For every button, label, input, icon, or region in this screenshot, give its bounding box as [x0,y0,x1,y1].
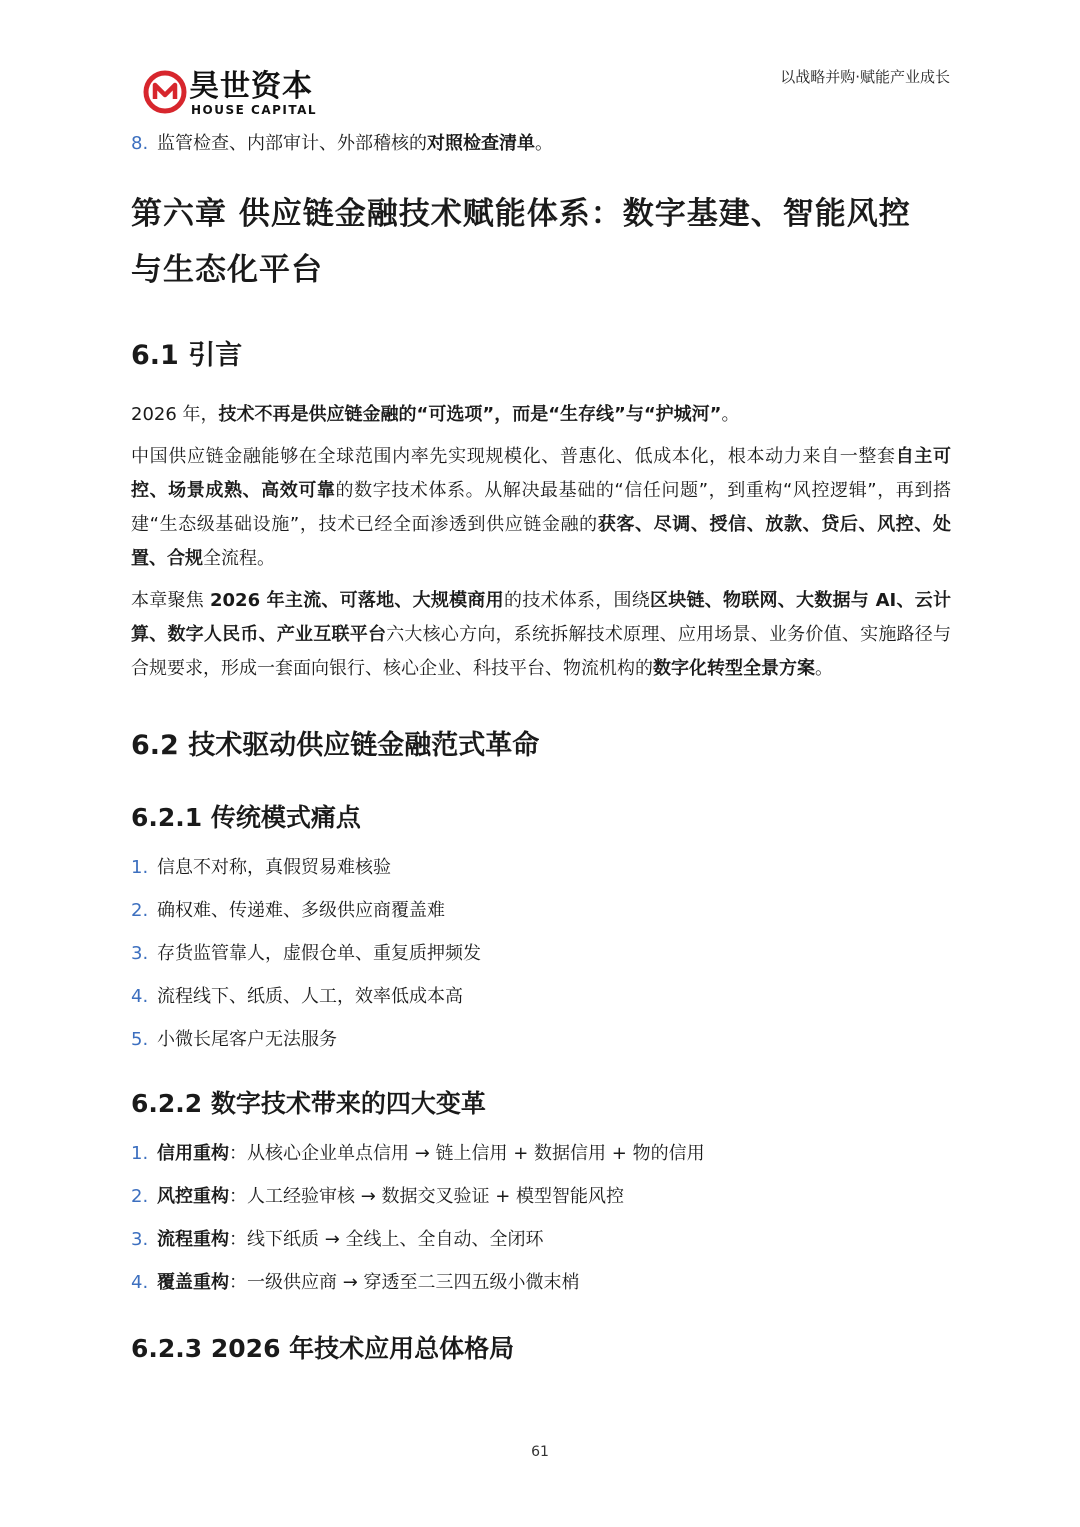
list-number: 3. [131,1229,149,1250]
list-number: 8. [131,133,149,154]
logo-mark-icon [143,70,187,114]
list-number: 2. [131,900,149,921]
list-number: 1. [131,1143,149,1164]
list-text: 监管检查、内部审计、外部稽核的 [157,133,427,154]
text: 中国供应链金融能够在全球范围内率先实现规模化、普惠化、低成本化，根本动力来自一整套 [131,446,896,467]
list-number: 4. [131,986,149,1007]
list-text: 小微长尾客户无法服务 [157,1029,337,1050]
bold-text: 技术不再是供应链金融的“可选项”，而是“生存线”与“护城河” [218,404,722,425]
list-bold-text: 流程重构 [157,1229,229,1250]
list-item [131,852,951,884]
chapter-title-line1: 第六章 供应链金融技术赋能体系：数字基建、智能风控 [131,196,911,232]
bold-text: 2026 年主流、可落地、大规模商用 [210,590,504,611]
logo-english-name: HOUSE CAPITAL [191,103,318,117]
text: 本章聚焦 [131,590,210,611]
paragraph-intro-3 [131,584,951,686]
list-number: 3. [131,943,149,964]
text: 。 [815,658,833,679]
text: 2026 年， [131,404,219,425]
list-text: ：一级供应商 → 穿透至二三四五级小微末梢 [229,1272,580,1293]
chapter-title [131,186,951,298]
four-changes-list [131,1138,951,1299]
list-text: ：线下纸质 → 全线上、全自动、全闭环 [229,1229,544,1250]
section-heading-6-2-2: 6.2.2 数字技术带来的四大变革 [131,1089,486,1118]
list-bold-text: 覆盖重构 [157,1272,229,1293]
list-item [131,1024,951,1056]
list-item [131,1267,951,1299]
list-item [131,938,951,970]
list-item [131,895,951,927]
bold-text: 区块链、物联网、大数据与 AI、云计算、数字人民币、产业互联平台 [131,590,951,645]
page-number: 61 [531,1444,549,1460]
header-slogan: 以战略并购·赋能产业成长 [780,68,950,86]
bold-text: 数字化转型全景方案 [653,658,815,679]
list-text: ：人工经验审核 → 数据交叉验证 + 模型智能风控 [229,1186,625,1207]
list-item [131,1224,951,1256]
page-header [0,0,1080,130]
list-text: 。 [535,133,553,154]
paragraph-intro-2 [131,440,951,576]
logo-chinese-name: 昊世资本 [189,69,313,104]
list-text: 流程线下、纸质、人工，效率低成本高 [157,986,463,1007]
list-number: 1. [131,857,149,878]
list-bold-text: 信用重构 [157,1143,229,1164]
list-number: 5. [131,1029,149,1050]
section-heading-6-2: 6.2 技术驱动供应链金融范式革命 [131,730,540,761]
text: 的数字技术体系。从解决最基础的“信任问题”，到重构“风控逻辑”，再到搭建“生态级基础设施”，技术已经全面渗透到供应链金融的 [131,480,951,535]
text: 。 [721,404,740,425]
list-item [131,128,951,160]
list-number: 2. [131,1186,149,1207]
paragraph-intro-1 [131,398,951,432]
section-heading-6-1: 6.1 引言 [131,340,243,371]
text: 的技术体系，围绕 [503,590,650,611]
section-heading-6-2-3: 6.2.3 2026 年技术应用总体格局 [131,1334,515,1363]
list-bold-text: 对照检查清单 [427,133,535,154]
text: 全流程。 [203,548,275,569]
list-text: 存货监管靠人，虚假仓单、重复质押频发 [157,943,481,964]
list-text: 信息不对称，真假贸易难核验 [157,857,391,878]
company-logo [143,69,318,120]
bold-text: 自主可控、场景成熟、高效可靠 [131,446,952,501]
page-content [131,128,951,1367]
list-item [131,1181,951,1213]
list-item [131,981,951,1013]
list-text: ：从核心企业单点信用 → 链上信用 + 数据信用 + 物的信用 [229,1143,705,1164]
list-item [131,1138,951,1170]
list-bold-text: 风控重构 [157,1186,229,1207]
pain-points-list [131,852,951,1056]
text: 六大核心方向，系统拆解技术原理、应用场景、业务价值、实施路径与合规要求，形成一套面向银行、核心企业、科技平台、物流机构的 [131,624,952,679]
chapter-title-line2: 与生态化平台 [131,252,323,288]
section-heading-6-2-1: 6.2.1 传统模式痛点 [131,803,361,832]
list-text: 确权难、传递难、多级供应商覆盖难 [157,900,445,921]
list-number: 4. [131,1272,149,1293]
bold-text: 获客、尽调、授信、放款、贷后、风控、处置、合规 [131,514,951,569]
